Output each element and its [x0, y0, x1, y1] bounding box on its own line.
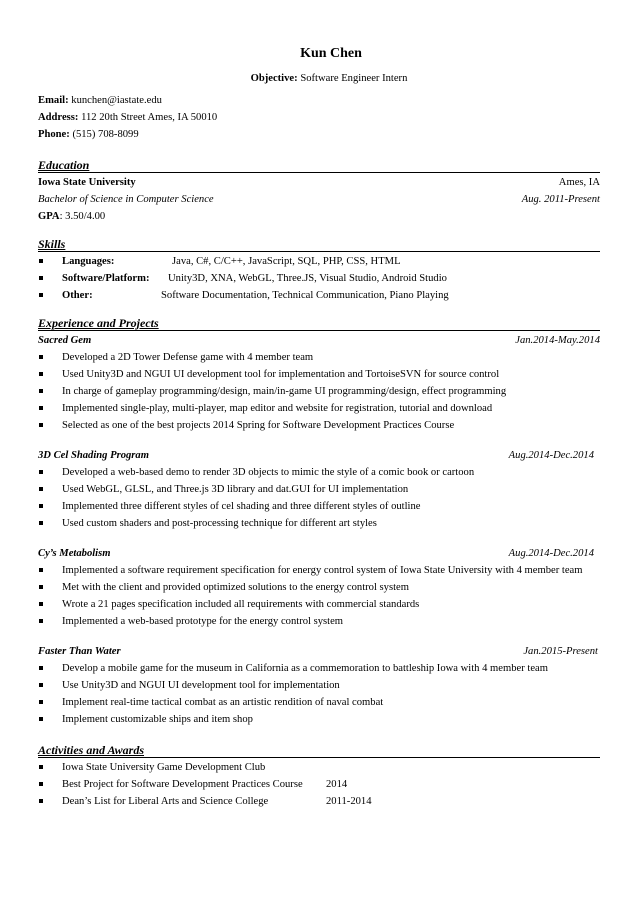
skill-value: Software Documentation, Technical Communication, Piano Playing	[161, 290, 449, 301]
list-item: Use Unity3D and NGUI UI development tool for implementation	[38, 679, 600, 692]
objective-label: Objective:	[250, 73, 298, 84]
list-item: Implemented a software requirement specification for energy control system of Iowa State University with 4 member team	[38, 564, 600, 577]
gpa-line	[38, 210, 600, 223]
list-item	[38, 795, 600, 808]
address-label: Address:	[38, 112, 79, 123]
award-year: 2011-2014	[326, 796, 372, 807]
list-item: Met with the client and provided optimized solutions to the energy control system	[38, 581, 600, 594]
experience-heading	[38, 316, 600, 331]
list-item: Used Unity3D and NGUI UI development tool for implementation and TortoiseSVN for source control	[38, 368, 600, 381]
project-title: 3D Cel Shading Program	[38, 450, 149, 461]
list-item	[38, 289, 600, 302]
project-header	[38, 547, 600, 560]
project-header	[38, 645, 600, 658]
list-item	[38, 272, 600, 285]
project-sacred-gem	[38, 334, 600, 432]
school-name: Iowa State University	[38, 177, 136, 188]
awards-heading-text: Activities and Awards	[38, 743, 145, 757]
education-heading-text: Education	[38, 158, 90, 172]
project-title: Cy’s Metabolism	[38, 548, 111, 559]
list-item: Used custom shaders and post-processing technique for different art styles	[38, 517, 600, 530]
skill-value: Java, C#, C/C++, JavaScript, SQL, PHP, CSS, HTML	[172, 256, 401, 267]
resume-page	[38, 46, 600, 812]
project-cys-metabolism	[38, 547, 600, 628]
phone-line	[38, 128, 600, 141]
phone-label: Phone:	[38, 129, 70, 140]
list-item	[38, 255, 600, 268]
skills-heading	[38, 237, 600, 252]
education-degree-row	[38, 193, 600, 206]
skill-label: Other:	[62, 290, 93, 301]
awards-heading	[38, 743, 600, 758]
email-line	[38, 94, 600, 107]
project-dates: Jan.2015-Present	[523, 646, 598, 657]
list-item: Used WebGL, GLSL, and Three.js 3D library and dat.GUI for UI implementation	[38, 483, 600, 496]
award-year: 2014	[326, 779, 348, 790]
list-item: Implement customizable ships and item shop	[38, 713, 600, 726]
candidate-name: Kun Chen	[300, 46, 362, 61]
project-cel-shading	[38, 449, 600, 530]
project-dates: Jan.2014-May.2014	[515, 335, 600, 346]
award-name: Dean’s List for Liberal Arts and Science College	[62, 796, 269, 807]
list-item: Developed a web-based demo to render 3D objects to mimic the style of a comic book or cartoon	[38, 466, 600, 479]
experience-heading-text: Experience and Projects	[38, 316, 159, 330]
skills-list	[38, 255, 600, 302]
address-value: 112 20th Street Ames, IA 50010	[81, 112, 218, 123]
list-item: Wrote a 21 pages specification included all requirements with commercial standards	[38, 598, 600, 611]
school-location: Ames, IA	[558, 177, 600, 188]
project-title: Sacred Gem	[38, 335, 92, 346]
list-item: Developed a 2D Tower Defense game with 4 member team	[38, 351, 600, 364]
list-item: Implement real-time tactical combat as an artistic rendition of naval combat	[38, 696, 600, 709]
project-header	[38, 449, 600, 462]
list-item: Implemented a web-based prototype for the energy control system	[38, 615, 600, 628]
address-line	[38, 111, 600, 124]
project-dates: Aug.2014-Dec.2014	[508, 548, 594, 559]
education-heading	[38, 158, 600, 173]
award-name: Best Project for Software Development Practices Course	[62, 779, 303, 790]
degree: Bachelor of Science in Computer Science	[38, 194, 214, 205]
email-value: kunchen@iastate.edu	[71, 95, 162, 106]
list-item: Develop a mobile game for the museum in California as a commemoration to battleship Iowa with 4 member team	[38, 662, 600, 675]
objective-line	[38, 72, 600, 85]
project-faster-than-water	[38, 645, 600, 726]
awards-list	[38, 761, 600, 808]
list-item	[38, 761, 600, 774]
skills-heading-text: Skills	[38, 237, 66, 251]
list-item: Implemented single-play, multi-player, map editor and website for registration, tutorial and download	[38, 402, 600, 415]
skill-label: Languages:	[62, 256, 115, 267]
phone-value: (515) 708-8099	[72, 129, 139, 140]
gpa-value: : 3.50/4.00	[59, 211, 106, 222]
project-bullets	[38, 662, 600, 726]
skill-value: Unity3D, XNA, WebGL, Three.JS, Visual Studio, Android Studio	[168, 273, 447, 284]
project-header	[38, 334, 600, 347]
education-school-row	[38, 176, 600, 189]
project-bullets	[38, 351, 600, 432]
list-item: Implemented three different styles of cel shading and three different styles of outline	[38, 500, 600, 513]
project-bullets	[38, 466, 600, 530]
skill-label: Software/Platform:	[62, 273, 150, 284]
list-item	[38, 778, 600, 791]
list-item: Selected as one of the best projects 2014 Spring for Software Development Practices Course	[38, 419, 600, 432]
award-name: Iowa State University Game Development Club	[62, 762, 266, 773]
list-item: In charge of gameplay programming/design, main/in-game UI programming/design, effect programming	[38, 385, 600, 398]
objective-value: Software Engineer Intern	[300, 73, 408, 84]
email-label: Email:	[38, 95, 69, 106]
gpa-label: GPA	[38, 211, 60, 222]
education-dates: Aug. 2011-Present	[521, 194, 600, 205]
project-dates: Aug.2014-Dec.2014	[508, 450, 594, 461]
project-bullets	[38, 564, 600, 628]
project-title: Faster Than Water	[38, 646, 121, 657]
